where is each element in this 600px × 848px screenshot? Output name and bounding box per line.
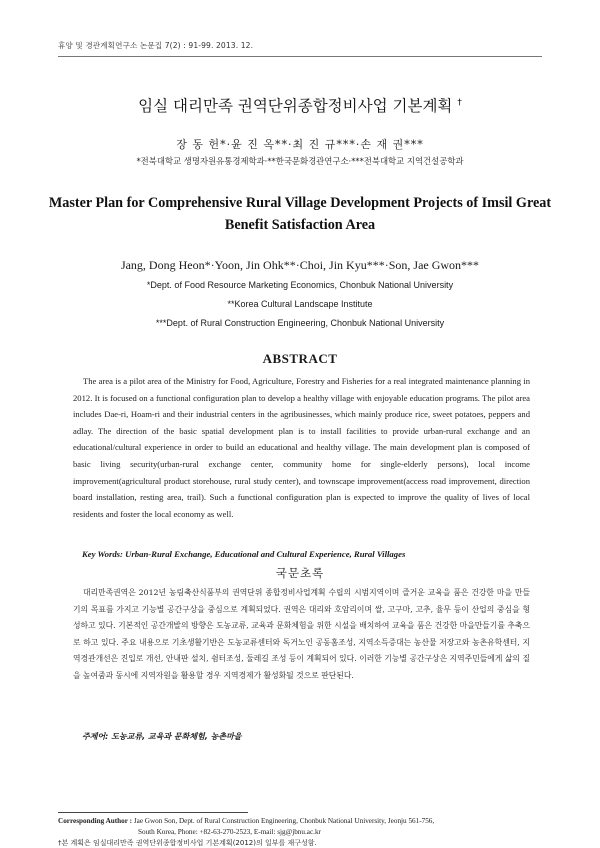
korean-affiliations: *전북대학교 생명자원유통경제학과·**한국문화경관연구소·***전북대학교 지역건설공학과 [136,156,464,166]
title-dagger-mark: † [457,97,462,108]
footnote-divider [58,812,248,813]
korean-abstract-body: 대리만족권역은 2012년 농림축산식품부의 권역단위 종합정비사업계획 수립의 시범지역이며 즐거운 교육을 품은 건강한 마을 만들기의 목표를 가지고 기능별 공간구상을 중심으로 계획되었다. 권역은 대리와 호암리이며 쌀, 고구마, 고추, 율무 등이 산업의 중심을 형성하고 있다. 기본적인 공간개발의 방향은 도농교류, 교육과 문화체험을 위한 시설을 배치하여 교육을 품은 건강한 마을만들기를 추축으로 하고 있다. 주요 내용으로 기초생활기반은 도농교류센터와 독거노인 공동홈조성, 지역소득증대는 농산물 저장고와 농촌유학센터, 지역경관개선은 진입로 개선, 안내판 설치, 쉼터조성, 둘레길 조성 등이 계획되어 있다. 이러한 기능별 공간구상은 지역주민들에게 삶의 질을 높여줌과 동시에 지역자원을 활용할 경우 지역경제가 활성화될 것으로 판단된다. [73,588,530,680]
english-affiliation-2: **Korea Cultural Landscape Institute [227,299,373,309]
english-keywords: Key Words: Urban-Rural Exchange, Educational and Cultural Experience, Rural Villages [82,549,406,559]
corresponding-label: Corresponding Author : [58,817,133,825]
funding-footnote: †본 계획은 임실대리만족 권역단위종합정비사업 기본계획(2012)의 일부를 재구성함. [58,839,317,847]
abstract-body: The area is a pilot area of the Ministry for Food, Agriculture, Forestry and Fisheries for a real integrated maintenance planning in 2012. It is focused on a functional configuration plan to develop a healthy village with enjoyable education programs. The pilot area includes Dae-ri, Hoam-ri and their industrial centers in the agribusinesses, which mainly produce rice, sweet potatoes, peppers and adlay. The direction of the basic spatial development plan is to install facilities to provide urban-rural exchange and an educational/cultural experience in order to build an educational and healthy village. The main development plan is composed of basic living security(urban-rural exchange center, community home for single-elderly persons), local income improvement(agricultural product storehouse, rural study center), and townscape improvement(access road improvement, direction board installation, resting area, trail). Such a functional configuration plan is expected to improve the quality of lives of local residents and foster the local economy as well. [73,376,530,519]
english-affiliation-1: *Dept. of Food Resource Marketing Economics, Chonbuk National University [146,280,454,290]
corresponding-details: Jae Gwon Son, Dept. of Rural Construction Engineering, Chonbuk National University, Jeonju 561-756, [133,817,435,825]
korean-abstract-heading: 국문초록 [275,566,325,580]
header-divider [58,56,542,57]
korean-keywords: 주제어: 도농교류, 교육과 문화체험, 농촌마을 [82,732,242,741]
korean-title-text: 임실 대리만족 권역단위종합정비사업 기본계획 [138,97,453,115]
english-title: Master Plan for Comprehensive Rural Village Development Projects of Imsil Great Benefit Satisfaction Area [48,195,552,233]
english-affiliation-3: ***Dept. of Rural Construction Engineering, Chonbuk National University [155,318,445,328]
abstract-heading: ABSTRACT [262,351,338,366]
running-head: 휴양 및 경관계획연구소 논문집 7(2) : 91-99. 2013. 12. [58,41,254,50]
korean-authors: 장 동 헌*·윤 진 옥**·최 진 규***·손 재 권*** [176,138,424,151]
corresponding-line-2: South Korea, Phone: +82-63-270-2523, E-mail: sjg@jbnu.ac.kr [138,828,321,836]
english-authors: Jang, Dong Heon*·Yoon, Jin Ohk**·Choi, Jin Kyu***·Son, Jae Gwon*** [120,258,480,272]
korean-title [0,94,600,116]
